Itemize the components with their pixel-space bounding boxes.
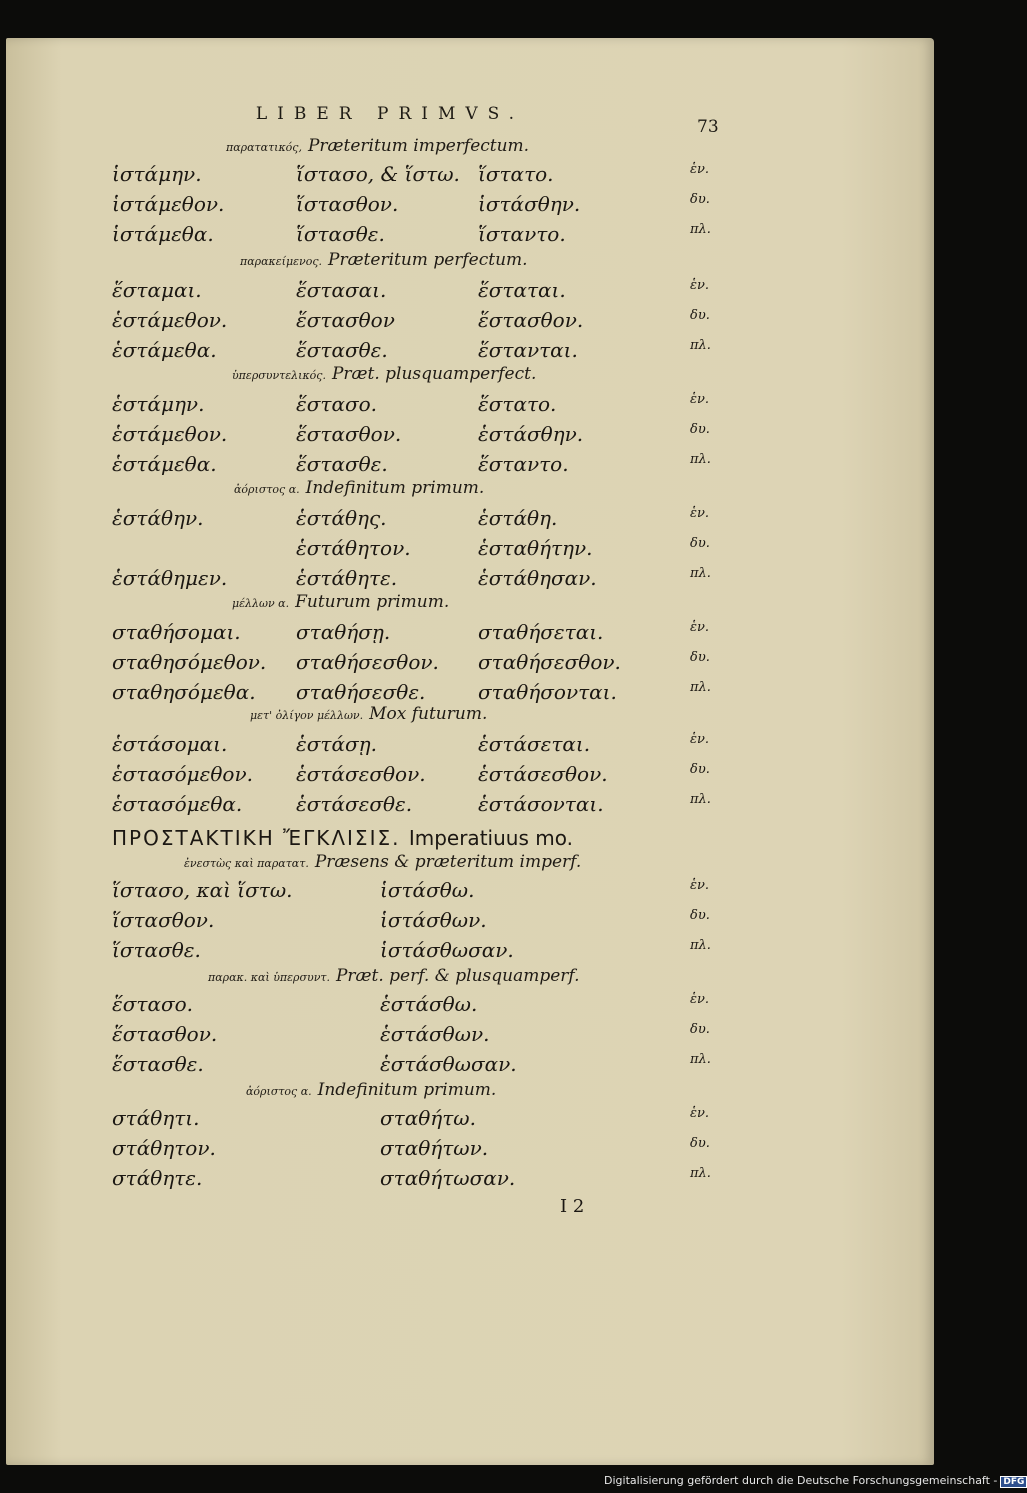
section-heading-latin: Præteritum imperfectum.: [307, 136, 530, 156]
third-person-form: ἕσταντο.: [478, 452, 569, 476]
number-label: πλ.: [690, 1166, 711, 1181]
first-person-form: ἑστάθην.: [112, 506, 204, 530]
third-person-form: ἑστάσθην.: [478, 422, 584, 446]
first-person-form: ἑστάμην.: [112, 392, 205, 416]
digitization-footer: [604, 1474, 1027, 1488]
third-person-form: ἑστάσθων.: [380, 1022, 490, 1046]
table-row: [0, 566, 1000, 594]
third-person-form: σταθήτων.: [380, 1136, 489, 1160]
number-label: ἑν.: [690, 162, 710, 177]
section-heading-latin: Futurum primum.: [295, 592, 450, 612]
second-person-form: ἕστασο.: [112, 992, 194, 1016]
third-person-form: ἵστατο.: [478, 162, 554, 186]
section-heading: [234, 478, 484, 498]
second-person-form: ἕστασθε.: [296, 338, 388, 362]
table-row: [0, 308, 1000, 336]
third-person-form: σταθήτωσαν.: [380, 1166, 516, 1190]
section-heading-greek: ἐνεστὼς καὶ παρατατ.: [184, 857, 309, 870]
number-label: δυ.: [690, 308, 710, 323]
number-label: πλ.: [690, 566, 711, 581]
table-row: [0, 650, 1000, 678]
first-person-form: ἑστάσομαι.: [112, 732, 228, 756]
section-heading-latin: Præsens & præteritum imperf.: [314, 852, 582, 872]
second-person-form: ἵστασθον.: [112, 908, 215, 932]
section-heading: [246, 1080, 496, 1100]
third-person-form: ἑσταθήτην.: [478, 536, 593, 560]
table-row: [0, 938, 1000, 966]
section-heading-greek: παρακ. καὶ ὑπερσυντ.: [208, 971, 330, 984]
number-label: πλ.: [690, 222, 711, 237]
number-label: δυ.: [690, 192, 710, 207]
first-person-form: ἑστάμεθα.: [112, 338, 217, 362]
table-row: [0, 878, 1000, 906]
section-heading-greek: ὑπερσυντελικός.: [232, 369, 326, 382]
second-person-form: στάθητον.: [112, 1136, 216, 1160]
third-person-form: σταθήτω.: [380, 1106, 476, 1130]
second-person-form: ἑστάσῃ.: [296, 732, 377, 756]
second-person-form: σταθήσεσθον.: [296, 650, 439, 674]
section-heading-latin: Mox futurum.: [369, 704, 488, 724]
section-heading: [208, 966, 580, 986]
second-person-form: ἑστάθης.: [296, 506, 387, 530]
table-row: [0, 452, 1000, 480]
number-label: πλ.: [690, 452, 711, 467]
second-person-form: ἕστασθον.: [112, 1022, 218, 1046]
first-person-form: ἑστάθημεν.: [112, 566, 228, 590]
number-label: ἑν.: [690, 878, 710, 893]
first-person-form: σταθησόμεθον.: [112, 650, 267, 674]
table-row: [0, 792, 1000, 820]
third-person-form: ἑστάσθωσαν.: [380, 1052, 517, 1076]
number-label: δυ.: [690, 422, 710, 437]
number-label: δυ.: [690, 1136, 710, 1151]
section-heading: [226, 136, 529, 156]
second-person-form: σταθήσῃ.: [296, 620, 391, 644]
third-person-form: σταθήσεσθον.: [478, 650, 621, 674]
third-person-form: ἑστάσθω.: [380, 992, 478, 1016]
second-person-form: ἵστασθε.: [112, 938, 201, 962]
section-heading-latin: Præt. plusquamperfect.: [331, 364, 537, 384]
dfg-logo: DFG: [1000, 1476, 1027, 1488]
folio-number: 73: [697, 117, 719, 137]
number-label: ἑν.: [690, 506, 710, 521]
table-row: [0, 1136, 1000, 1164]
number-label: ἑν.: [690, 620, 710, 635]
section-heading-greek: ἀόριστος α.: [234, 483, 300, 496]
section-heading-latin: Indefinitum primum.: [317, 1080, 497, 1100]
section-heading-greek: παρατατικός,: [226, 141, 302, 154]
third-person-form: σταθήσονται.: [478, 680, 617, 704]
first-person-form: ἱστάμεθα.: [112, 222, 214, 246]
table-row: [0, 762, 1000, 790]
number-label: δυ.: [690, 1022, 710, 1037]
first-person-form: ἑστάμεθον.: [112, 422, 228, 446]
third-person-form: ἱστάσθω.: [380, 878, 475, 902]
signature-mark: I 2: [560, 1196, 585, 1217]
second-person-form: στάθητι.: [112, 1106, 200, 1130]
table-row: [0, 908, 1000, 936]
section-heading: [250, 704, 487, 724]
running-head: LIBER PRIMVS.: [255, 104, 525, 124]
third-person-form: ἕσταται.: [478, 278, 566, 302]
third-person-form: ἑστάθη.: [478, 506, 558, 530]
section-heading-greek: μέλλων α.: [232, 597, 290, 610]
second-person-form: ἑστάθητε.: [296, 566, 398, 590]
number-label: πλ.: [690, 792, 711, 807]
table-row: [0, 222, 1000, 250]
number-label: δυ.: [690, 908, 710, 923]
table-row: [0, 192, 1000, 220]
section-heading-greek: παρακείμενος.: [240, 255, 323, 268]
imperative-heading: [112, 826, 573, 850]
section-heading-greek: ἀόριστος α.: [246, 1085, 312, 1098]
section-heading-latin: Indefinitum primum.: [305, 478, 485, 498]
number-label: ἑν.: [690, 278, 710, 293]
third-person-form: ἑστάθησαν.: [478, 566, 597, 590]
second-person-form: ἕστασθε.: [296, 452, 388, 476]
first-person-form: ἕσταμαι.: [112, 278, 202, 302]
footer-text: Digitalisierung gefördert durch die Deutsche Forschungsgemeinschaft -: [604, 1474, 998, 1487]
section-heading-greek: μετ' ὀλίγον μέλλων.: [250, 709, 364, 722]
first-person-form: ἑστασόμεθα.: [112, 792, 243, 816]
section-heading-latin: Præt. perf. & plusquamperf.: [335, 966, 580, 986]
first-person-form: ἑστασόμεθον.: [112, 762, 253, 786]
third-person-form: ἱστάσθωσαν.: [380, 938, 514, 962]
table-row: [0, 620, 1000, 648]
third-person-form: ἱστάσθην.: [478, 192, 581, 216]
table-row: [0, 1022, 1000, 1050]
third-person-form: ἑστάσεται.: [478, 732, 591, 756]
number-label: πλ.: [690, 680, 711, 695]
second-person-form: ἵστασο, καὶ ἵστω.: [112, 878, 293, 902]
table-row: [0, 338, 1000, 366]
second-person-form: ἑστάσεσθον.: [296, 762, 426, 786]
table-row: [0, 1166, 1000, 1194]
second-person-form: ἵστασο, & ἵστω.: [296, 162, 460, 186]
second-person-form: ἕστασθε.: [112, 1052, 204, 1076]
number-label: πλ.: [690, 938, 711, 953]
number-label: δυ.: [690, 536, 710, 551]
section-heading: [184, 852, 581, 872]
second-person-form: ἑστάθητον.: [296, 536, 411, 560]
table-row: [0, 162, 1000, 190]
section-heading-latin: Præteritum perfectum.: [328, 250, 528, 270]
table-row: [0, 278, 1000, 306]
first-person-form: σταθήσομαι.: [112, 620, 241, 644]
table-row: [0, 680, 1000, 708]
first-person-form: ἱστάμεθον.: [112, 192, 225, 216]
number-label: ἑν.: [690, 1106, 710, 1121]
third-person-form: ἵσταντο.: [478, 222, 566, 246]
second-person-form: ἑστάσεσθε.: [296, 792, 413, 816]
number-label: πλ.: [690, 338, 711, 353]
first-person-form: ἱστάμην.: [112, 162, 202, 186]
second-person-form: σταθήσεσθε.: [296, 680, 426, 704]
third-person-form: ἱστάσθων.: [380, 908, 487, 932]
third-person-form: ἕστανται.: [478, 338, 578, 362]
number-label: πλ.: [690, 1052, 711, 1067]
first-person-form: ἑστάμεθα.: [112, 452, 217, 476]
number-label: δυ.: [690, 650, 710, 665]
second-person-form: ἕστασθον: [296, 308, 395, 332]
third-person-form: ἕστατο.: [478, 392, 557, 416]
number-label: ἑν.: [690, 732, 710, 747]
table-row: [0, 422, 1000, 450]
section-heading: [240, 250, 528, 270]
third-person-form: ἑστάσονται.: [478, 792, 604, 816]
section-heading: [232, 592, 449, 612]
table-row: [0, 536, 1000, 564]
imperative-heading-latin: Imperatiuus mo.: [408, 826, 573, 850]
second-person-form: ἵστασθε.: [296, 222, 385, 246]
imperative-heading-greek: ΠΡΟΣΤΑΚΤΙΚΗ ἜΓΚΛΙΣΙΣ.: [112, 826, 401, 850]
number-label: ἑν.: [690, 992, 710, 1007]
third-person-form: ἑστάσεσθον.: [478, 762, 608, 786]
table-row: [0, 392, 1000, 420]
first-person-form: ἑστάμεθον.: [112, 308, 228, 332]
table-row: [0, 1106, 1000, 1134]
table-row: [0, 506, 1000, 534]
section-heading: [232, 364, 536, 384]
third-person-form: σταθήσεται.: [478, 620, 604, 644]
third-person-form: ἕστασθον.: [478, 308, 584, 332]
table-row: [0, 992, 1000, 1020]
table-row: [0, 732, 1000, 760]
first-person-form: σταθησόμεθα.: [112, 680, 256, 704]
table-row: [0, 1052, 1000, 1080]
second-person-form: ἕστασαι.: [296, 278, 387, 302]
second-person-form: ἕστασο.: [296, 392, 378, 416]
number-label: δυ.: [690, 762, 710, 777]
second-person-form: στάθητε.: [112, 1166, 203, 1190]
number-label: ἑν.: [690, 392, 710, 407]
second-person-form: ἵστασθον.: [296, 192, 399, 216]
second-person-form: ἕστασθον.: [296, 422, 402, 446]
